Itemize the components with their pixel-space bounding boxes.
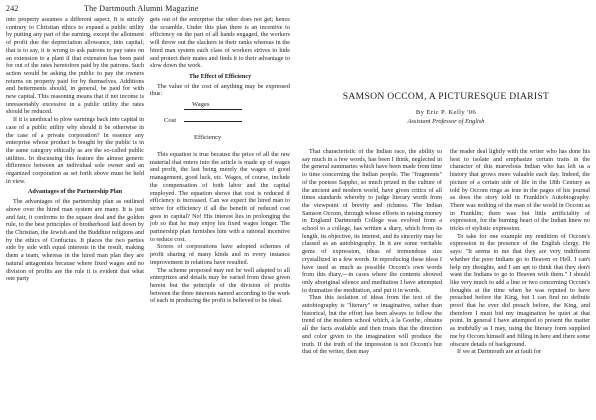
formula-left-side: Cost — [164, 117, 177, 125]
section-heading: Advantages of the Partnership Plan — [27, 188, 123, 196]
section-heading: The Effect of Efficiency — [188, 72, 252, 80]
article-heading — [302, 91, 590, 126]
paragraph: If we at Dartmouth are at fault for — [457, 348, 542, 356]
paragraph: gets out of the enterprise the other does not get; hence the scramble. Under this plan there is an incentive to efficiency on the part of all hands engaged, the workers will throw out the slackers in their ranks whereas in the hired man system each class of workers strives to hide and protect their mates and finds it to their advantage to slow down the work. — [150, 16, 290, 70]
cost-formula — [150, 101, 290, 147]
right-article-column-2 — [450, 148, 590, 418]
article-title: SAMSON OCCOM, A PICTURESQUE DIARIST — [342, 91, 550, 102]
right-article-column-1 — [302, 148, 442, 418]
left-article-column-2 — [150, 16, 290, 418]
formula-fraction-bar — [184, 121, 242, 122]
running-header — [6, 3, 290, 14]
author-role: Assistant Professor of English — [407, 118, 485, 125]
paragraph: If it is unethical to plow earnings back into capital in case of a public utility why should it be otherwise in the case of a private corporation? In essence any enterprise whose product is bought by the public is in the same category ethically as are the so-called public utilities. In discussing this feature the almost generic difference between an individual sole owner and an organized corporation as set forth above must be held in view. — [6, 116, 144, 185]
paragraph: The value of the cost of anything may be expressed thus: — [150, 82, 290, 98]
paragraph: The scheme proposed may not be well adapted to all enterprizes and details may be varied from those given herein but the principle of the division of profits between the three interests named according to the work of each in producing the profit is believed to be ideal. — [150, 266, 290, 305]
paragraph: into property assumes a different aspect. It is strictly contrary to Christian ethics to expand a public utility by putting any part of the earning, except the allotment of profit due the depreciation allowance, into capital; that is to say, it is wrong to ask patrons to pay rates on an extension to a plant if that extension has been paid for out of the rates heretofore paid by the patrons. Such action would be asking the public to pay the owners returns on property paid for by themselves. Additions and betterments should, in general, be paid for with new capital. This reasoning means that if net income is unreasonably excessive in a public utility the rates should be reduced. — [6, 16, 144, 116]
formula-denominator: Efficiency — [194, 134, 222, 142]
paragraph: The advantages of the partnership plan as outlined above over the hired man system are many. It is just and fair, it conforms to the square deal and the golden rule, to the best principles of brotherhood laid down by the Christian, the Jewish and the Buddhist religions and by the ethics of Confucius. It places the two parties side by side with equal interests in the result, making them a team, whereas in the hired man plan they are natural antagonists because where fixed wages and no division of profits are the rule it is evident that what one party — [6, 198, 144, 283]
paragraph: Scores of corporations have adopted schemes of profit sharing of many kinds and in every instance improvement in relations have resulted. — [150, 243, 290, 266]
paragraph: the reader deal lightly with the writer who has done his best to isolate and emphasize certain traits in the character of this marvelous Indian who has left us a history that grows more valuable each day. Indeed, the picture of a certain side of life in the 18th Century as told by Occom rings as true in the pages of his journal as does the story told in Franklin's Autobiography. There was nothing of the man of the world in Occom as in Franklin; there was but little artificiality of expression, for the burning heart of the Indian knew no tricks of stylistic expression. — [450, 148, 590, 233]
article-author: By Eric P. Kelly '06 — [415, 109, 477, 116]
paragraph: Thus this isolation of ideas from the text of the autobiography is "literary" or imaginative, rather than historical, but the effort has been always to follow the trend of the modern school which, à la Goethe, obtains all the facts available and then trusts that the direction and color given to the imagination will produce the truth. If the truth of the impression is not Occom's but that of the writer, then may — [302, 294, 442, 356]
journal-title: The Dartmouth Alumni Magazine — [84, 4, 199, 13]
paragraph: This equation is true because the price of all the raw material that enters into the article is made up of wages and profit, the last being merely the wages of good management, good luck, etc. Wages, of course, include the compensation of both labor and the capital employed. The equation shows that cost is reduced if efficiency is increased. Can we expect the hired man to strive for efficiency if all the benefit of reduced cost goes to capital? No! His interest lies in prolonging the job so that he may enjoy his fixed wages longer. The partnership plan furnishes him with a rational incentive to reduce cost. — [150, 151, 290, 243]
formula-numerator: Wages — [192, 101, 210, 109]
paragraph: That characteristic of the Indian race, the ability to say much in a few words, has been I think, neglected in the general summaries which have been made from time to time concerning the Indian people. The "fragments" of the poetess Sappho, so much prized in the culture of the ancient and modern world, have given critics of all times standards whereby to judge literary worth from the viewpoint of brevity and richness. The Indian Samson Occom, through whose efforts in raising money in England Dartmouth College was evolved from a school to a college, has written a diary, which from its length, its objective, its interest, and its sincerity may be classed as an autobiography. In it are some veritable gems of expression, ideas of tremendous size crystallized in a few words. In reproducing these ideas I have used as much as possible Occom's own words from this diary,—in cases where the contents showed only aboriginal silence and meditation I have attempted to dramatize the meditation, and put it in words. — [302, 148, 442, 294]
left-article-column-1 — [6, 16, 144, 418]
page-number: 242 — [6, 4, 19, 13]
paragraph: To take for one example my rendition of Occom's expression in the presence of the English clergy. He says: "It seems to me that they are very indifferent whether the poor Indians go to Heaven or Hell. I can't help my thoughts, and I am apt to think that they don't want the Indians to go to Heaven with them." I should like very much to add a line or two concerning Occom's thoughts at the time when he was reputed to have preached before the King, but I can find no definite proof that he ever did preach before, the King, and therefore I must bid my imagination be quiet at that point. In general I have attempted to present the matter as truthfully as I may, using the literary form supplied me by Occom himself and filling in here and there some obscure details of background. — [450, 232, 590, 348]
